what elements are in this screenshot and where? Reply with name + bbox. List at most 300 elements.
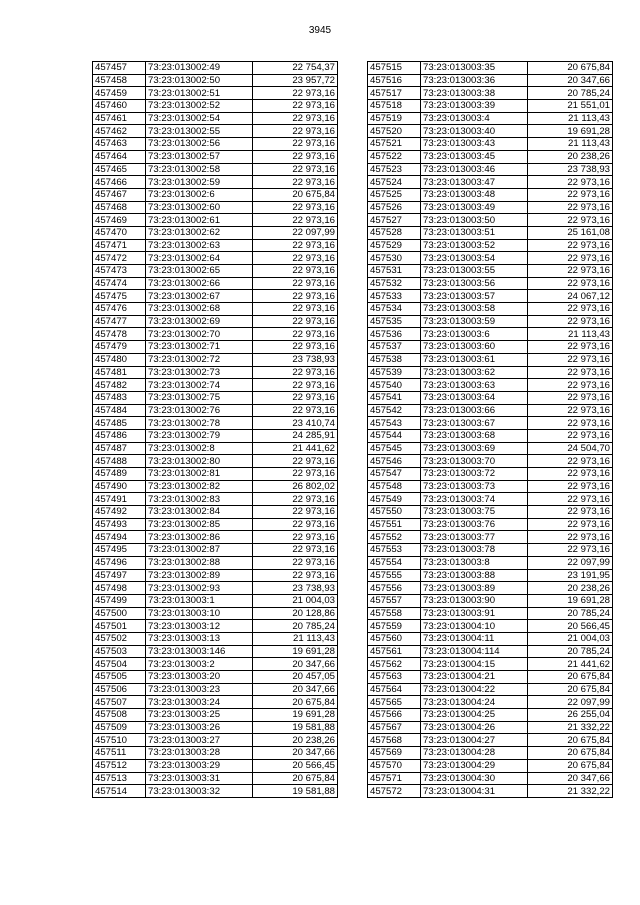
record-number-cell: 457484 <box>93 404 146 417</box>
record-number-cell: 457564 <box>368 683 421 696</box>
record-number-cell: 457536 <box>368 328 421 341</box>
table-row <box>93 379 338 392</box>
table-row <box>93 150 338 163</box>
cadastral-number-cell: 73:23:013003:63 <box>421 379 528 392</box>
table-row <box>368 493 613 506</box>
value-cell: 22 973,16 <box>528 379 613 392</box>
value-cell: 22 973,16 <box>528 506 613 519</box>
value-cell: 22 973,16 <box>253 125 338 138</box>
record-number-cell: 457572 <box>368 785 421 798</box>
page-number: 3945 <box>308 25 332 36</box>
value-cell: 21 004,03 <box>528 632 613 645</box>
value-cell: 22 097,99 <box>528 556 613 569</box>
cadastral-number-cell: 73:23:013002:50 <box>146 74 253 87</box>
record-number-cell: 457468 <box>93 201 146 214</box>
value-cell: 23 738,93 <box>253 353 338 366</box>
cadastral-number-cell: 73:23:013003:31 <box>146 772 253 785</box>
table-row <box>368 620 613 633</box>
table-row <box>93 176 338 189</box>
cadastral-number-cell: 73:23:013004:30 <box>421 772 528 785</box>
cadastral-number-cell: 73:23:013003:6 <box>421 328 528 341</box>
cadastral-number-cell: 73:23:013002:76 <box>146 404 253 417</box>
record-number-cell: 457459 <box>93 87 146 100</box>
record-number-cell: 457512 <box>93 759 146 772</box>
record-number-cell: 457476 <box>93 303 146 316</box>
cadastral-number-cell: 73:23:013002:8 <box>146 442 253 455</box>
cadastral-number-cell: 73:23:013003:59 <box>421 315 528 328</box>
record-number-cell: 457562 <box>368 658 421 671</box>
record-number-cell: 457473 <box>93 265 146 278</box>
record-number-cell: 457463 <box>93 138 146 151</box>
table-row <box>368 100 613 113</box>
value-cell: 22 973,16 <box>528 277 613 290</box>
cadastral-number-cell: 73:23:013003:32 <box>146 785 253 798</box>
record-number-cell: 457475 <box>93 290 146 303</box>
record-number-cell: 457559 <box>368 620 421 633</box>
record-number-cell: 457462 <box>93 125 146 138</box>
table-row <box>368 594 613 607</box>
value-cell: 20 675,84 <box>528 747 613 760</box>
record-number-cell: 457491 <box>93 493 146 506</box>
table-row <box>368 772 613 785</box>
record-number-cell: 457518 <box>368 100 421 113</box>
cadastral-number-cell: 73:23:013003:48 <box>421 188 528 201</box>
record-number-cell: 457522 <box>368 150 421 163</box>
value-cell: 20 675,84 <box>528 759 613 772</box>
record-number-cell: 457503 <box>93 645 146 658</box>
table-row <box>93 341 338 354</box>
value-cell: 22 973,16 <box>528 252 613 265</box>
table-row <box>368 74 613 87</box>
table-row <box>368 582 613 595</box>
record-number-cell: 457490 <box>93 480 146 493</box>
table-row <box>368 696 613 709</box>
cadastral-number-cell: 73:23:013003:64 <box>421 391 528 404</box>
value-cell: 23 738,93 <box>528 163 613 176</box>
record-number-cell: 457499 <box>93 594 146 607</box>
table-row <box>368 366 613 379</box>
table-row <box>368 480 613 493</box>
value-cell: 22 754,37 <box>253 62 338 75</box>
table-row <box>368 226 613 239</box>
cadastral-number-cell: 73:23:013002:59 <box>146 176 253 189</box>
cadastral-number-cell: 73:23:013002:86 <box>146 531 253 544</box>
value-cell: 20 347,66 <box>253 683 338 696</box>
cadastral-number-cell: 73:23:013003:40 <box>421 125 528 138</box>
record-number-cell: 457509 <box>93 721 146 734</box>
value-cell: 20 457,05 <box>253 671 338 684</box>
cadastral-number-cell: 73:23:013002:84 <box>146 506 253 519</box>
value-cell: 22 973,16 <box>253 100 338 113</box>
value-cell: 21 113,43 <box>528 328 613 341</box>
value-cell: 22 973,16 <box>528 391 613 404</box>
value-cell: 22 973,16 <box>528 353 613 366</box>
cadastral-number-cell: 73:23:013002:88 <box>146 556 253 569</box>
table-row <box>368 417 613 430</box>
value-cell: 22 973,16 <box>253 265 338 278</box>
record-number-cell: 457539 <box>368 366 421 379</box>
value-cell: 22 973,16 <box>528 518 613 531</box>
table-row <box>368 87 613 100</box>
record-number-cell: 457510 <box>93 734 146 747</box>
value-cell: 22 973,16 <box>253 556 338 569</box>
cadastral-number-cell: 73:23:013003:91 <box>421 607 528 620</box>
cadastral-number-cell: 73:23:013003:1 <box>146 594 253 607</box>
record-number-cell: 457500 <box>93 607 146 620</box>
record-number-cell: 457550 <box>368 506 421 519</box>
value-cell: 21 551,01 <box>528 100 613 113</box>
table-row <box>93 696 338 709</box>
cadastral-number-cell: 73:23:013002:80 <box>146 455 253 468</box>
value-cell: 20 675,84 <box>528 683 613 696</box>
value-cell: 22 973,16 <box>528 188 613 201</box>
table-row <box>368 265 613 278</box>
record-number-cell: 457461 <box>93 112 146 125</box>
value-cell: 21 113,43 <box>528 138 613 151</box>
table-row <box>368 747 613 760</box>
value-cell: 20 347,66 <box>253 747 338 760</box>
cadastral-number-cell: 73:23:013002:58 <box>146 163 253 176</box>
value-cell: 20 675,84 <box>528 734 613 747</box>
record-number-cell: 457555 <box>368 569 421 582</box>
cadastral-number-cell: 73:23:013003:72 <box>421 468 528 481</box>
value-cell: 22 973,16 <box>253 391 338 404</box>
value-cell: 22 973,16 <box>528 544 613 557</box>
table-row <box>368 150 613 163</box>
cadastral-number-cell: 73:23:013003:88 <box>421 569 528 582</box>
table-row <box>93 366 338 379</box>
value-cell: 22 973,16 <box>528 341 613 354</box>
record-number-cell: 457485 <box>93 417 146 430</box>
table-row <box>93 404 338 417</box>
value-cell: 22 973,16 <box>253 239 338 252</box>
value-cell: 19 581,88 <box>253 721 338 734</box>
record-number-cell: 457563 <box>368 671 421 684</box>
cadastral-number-cell: 73:23:013003:43 <box>421 138 528 151</box>
cadastral-number-cell: 73:23:013003:146 <box>146 645 253 658</box>
record-number-cell: 457501 <box>93 620 146 633</box>
record-number-cell: 457470 <box>93 226 146 239</box>
table-row <box>93 163 338 176</box>
table-row <box>368 163 613 176</box>
registry-table-left <box>92 61 338 798</box>
table-row <box>368 506 613 519</box>
table-row <box>93 544 338 557</box>
cadastral-number-cell: 73:23:013003:90 <box>421 594 528 607</box>
value-cell: 23 738,93 <box>253 582 338 595</box>
cadastral-number-cell: 73:23:013004:28 <box>421 747 528 760</box>
value-cell: 22 973,16 <box>528 265 613 278</box>
value-cell: 23 410,74 <box>253 417 338 430</box>
record-number-cell: 457521 <box>368 138 421 151</box>
value-cell: 20 238,26 <box>528 150 613 163</box>
value-cell: 20 128,86 <box>253 607 338 620</box>
record-number-cell: 457535 <box>368 315 421 328</box>
table-row <box>368 353 613 366</box>
value-cell: 22 973,16 <box>528 201 613 214</box>
cadastral-number-cell: 73:23:013003:27 <box>146 734 253 747</box>
record-number-cell: 457483 <box>93 391 146 404</box>
cadastral-number-cell: 73:23:013002:61 <box>146 214 253 227</box>
record-number-cell: 457524 <box>368 176 421 189</box>
table-row <box>93 658 338 671</box>
record-number-cell: 457520 <box>368 125 421 138</box>
table-row <box>368 785 613 798</box>
record-number-cell: 457519 <box>368 112 421 125</box>
cadastral-number-cell: 73:23:013003:61 <box>421 353 528 366</box>
cadastral-number-cell: 73:23:013003:55 <box>421 265 528 278</box>
table-row <box>93 569 338 582</box>
table-row <box>368 531 613 544</box>
table-row <box>368 683 613 696</box>
value-cell: 22 973,16 <box>253 328 338 341</box>
value-cell: 22 973,16 <box>528 303 613 316</box>
value-cell: 20 238,26 <box>528 582 613 595</box>
record-number-cell: 457465 <box>93 163 146 176</box>
value-cell: 22 973,16 <box>253 277 338 290</box>
value-cell: 21 113,43 <box>253 632 338 645</box>
table-row <box>93 315 338 328</box>
cadastral-number-cell: 73:23:013003:28 <box>146 747 253 760</box>
cadastral-number-cell: 73:23:013002:54 <box>146 112 253 125</box>
cadastral-number-cell: 73:23:013002:72 <box>146 353 253 366</box>
table-row <box>93 100 338 113</box>
record-number-cell: 457480 <box>93 353 146 366</box>
record-number-cell: 457488 <box>93 455 146 468</box>
cadastral-number-cell: 73:23:013003:68 <box>421 429 528 442</box>
value-cell: 22 973,16 <box>528 531 613 544</box>
cadastral-number-cell: 73:23:013003:70 <box>421 455 528 468</box>
cadastral-number-cell: 73:23:013002:75 <box>146 391 253 404</box>
record-number-cell: 457523 <box>368 163 421 176</box>
record-number-cell: 457498 <box>93 582 146 595</box>
table-row <box>93 556 338 569</box>
record-number-cell: 457514 <box>93 785 146 798</box>
cadastral-number-cell: 73:23:013002:89 <box>146 569 253 582</box>
table-row <box>368 62 613 75</box>
value-cell: 22 973,16 <box>528 176 613 189</box>
value-cell: 22 973,16 <box>528 315 613 328</box>
record-number-cell: 457493 <box>93 518 146 531</box>
table-row <box>93 468 338 481</box>
cadastral-number-cell: 73:23:013004:25 <box>421 709 528 722</box>
table-row <box>93 747 338 760</box>
cadastral-number-cell: 73:23:013004:31 <box>421 785 528 798</box>
table-row <box>93 290 338 303</box>
table-row <box>368 569 613 582</box>
record-number-cell: 457466 <box>93 176 146 189</box>
cadastral-number-cell: 73:23:013003:49 <box>421 201 528 214</box>
table-row <box>368 721 613 734</box>
record-number-cell: 457566 <box>368 709 421 722</box>
cadastral-number-cell: 73:23:013003:23 <box>146 683 253 696</box>
cadastral-number-cell: 73:23:013002:73 <box>146 366 253 379</box>
record-number-cell: 457560 <box>368 632 421 645</box>
table-row <box>93 785 338 798</box>
cadastral-number-cell: 73:23:013002:57 <box>146 150 253 163</box>
record-number-cell: 457528 <box>368 226 421 239</box>
value-cell: 22 973,16 <box>253 176 338 189</box>
table-row <box>368 468 613 481</box>
value-cell: 22 097,99 <box>528 696 613 709</box>
value-cell: 19 691,28 <box>253 645 338 658</box>
value-cell: 22 973,16 <box>253 112 338 125</box>
table-row <box>368 290 613 303</box>
value-cell: 22 973,16 <box>253 252 338 265</box>
cadastral-number-cell: 73:23:013003:75 <box>421 506 528 519</box>
table-row <box>368 201 613 214</box>
record-number-cell: 457565 <box>368 696 421 709</box>
table-row <box>368 125 613 138</box>
value-cell: 22 973,16 <box>528 455 613 468</box>
record-number-cell: 457513 <box>93 772 146 785</box>
table-row <box>93 480 338 493</box>
cadastral-number-cell: 73:23:013002:64 <box>146 252 253 265</box>
cadastral-number-cell: 73:23:013003:13 <box>146 632 253 645</box>
value-cell: 19 581,88 <box>253 785 338 798</box>
cadastral-number-cell: 73:23:013002:87 <box>146 544 253 557</box>
value-cell: 20 347,66 <box>528 74 613 87</box>
table-row <box>93 594 338 607</box>
table-row <box>368 544 613 557</box>
record-number-cell: 457482 <box>93 379 146 392</box>
cadastral-number-cell: 73:23:013003:45 <box>421 150 528 163</box>
record-number-cell: 457492 <box>93 506 146 519</box>
cadastral-number-cell: 73:23:013003:2 <box>146 658 253 671</box>
cadastral-number-cell: 73:23:013003:74 <box>421 493 528 506</box>
cadastral-number-cell: 73:23:013003:12 <box>146 620 253 633</box>
cadastral-number-cell: 73:23:013003:25 <box>146 709 253 722</box>
table-row <box>93 607 338 620</box>
table-row <box>93 772 338 785</box>
cadastral-number-cell: 73:23:013003:10 <box>146 607 253 620</box>
table-row <box>93 455 338 468</box>
value-cell: 22 973,16 <box>528 404 613 417</box>
record-number-cell: 457570 <box>368 759 421 772</box>
record-number-cell: 457472 <box>93 252 146 265</box>
value-cell: 22 973,16 <box>253 518 338 531</box>
cadastral-number-cell: 73:23:013002:69 <box>146 315 253 328</box>
value-cell: 22 973,16 <box>253 404 338 417</box>
table-row <box>93 506 338 519</box>
record-number-cell: 457561 <box>368 645 421 658</box>
cadastral-number-cell: 73:23:013003:60 <box>421 341 528 354</box>
cadastral-number-cell: 73:23:013003:24 <box>146 696 253 709</box>
value-cell: 22 973,16 <box>253 290 338 303</box>
value-cell: 20 675,84 <box>253 188 338 201</box>
cadastral-number-cell: 73:23:013003:50 <box>421 214 528 227</box>
cadastral-number-cell: 73:23:013004:27 <box>421 734 528 747</box>
record-number-cell: 457527 <box>368 214 421 227</box>
record-number-cell: 457543 <box>368 417 421 430</box>
table-row <box>93 201 338 214</box>
cadastral-number-cell: 73:23:013004:24 <box>421 696 528 709</box>
record-number-cell: 457567 <box>368 721 421 734</box>
table-row <box>93 632 338 645</box>
value-cell: 19 691,28 <box>253 709 338 722</box>
table-row <box>368 252 613 265</box>
table-row <box>93 226 338 239</box>
table-row <box>368 442 613 455</box>
cadastral-number-cell: 73:23:013003:29 <box>146 759 253 772</box>
table-row <box>93 277 338 290</box>
cadastral-number-cell: 73:23:013003:46 <box>421 163 528 176</box>
cadastral-number-cell: 73:23:013003:47 <box>421 176 528 189</box>
record-number-cell: 457568 <box>368 734 421 747</box>
cadastral-number-cell: 73:23:013002:81 <box>146 468 253 481</box>
cadastral-number-cell: 73:23:013002:68 <box>146 303 253 316</box>
table-row <box>93 417 338 430</box>
cadastral-number-cell: 73:23:013003:66 <box>421 404 528 417</box>
table-row <box>368 176 613 189</box>
record-number-cell: 457534 <box>368 303 421 316</box>
record-number-cell: 457460 <box>93 100 146 113</box>
table-row <box>93 74 338 87</box>
cadastral-number-cell: 73:23:013003:51 <box>421 226 528 239</box>
record-number-cell: 457517 <box>368 87 421 100</box>
cadastral-number-cell: 73:23:013004:114 <box>421 645 528 658</box>
cadastral-number-cell: 73:23:013002:71 <box>146 341 253 354</box>
record-number-cell: 457541 <box>368 391 421 404</box>
record-number-cell: 457533 <box>368 290 421 303</box>
cadastral-number-cell: 73:23:013003:76 <box>421 518 528 531</box>
record-number-cell: 457495 <box>93 544 146 557</box>
table-row <box>93 125 338 138</box>
cadastral-number-cell: 73:23:013004:29 <box>421 759 528 772</box>
cadastral-number-cell: 73:23:013004:11 <box>421 632 528 645</box>
table-row <box>93 582 338 595</box>
table-row <box>93 265 338 278</box>
table-row <box>93 671 338 684</box>
table-row <box>368 404 613 417</box>
cadastral-number-cell: 73:23:013003:26 <box>146 721 253 734</box>
table-row <box>93 112 338 125</box>
cadastral-number-cell: 73:23:013003:38 <box>421 87 528 100</box>
cadastral-number-cell: 73:23:013003:77 <box>421 531 528 544</box>
table-row <box>368 138 613 151</box>
record-number-cell: 457537 <box>368 341 421 354</box>
table-row <box>368 658 613 671</box>
cadastral-number-cell: 73:23:013002:56 <box>146 138 253 151</box>
cadastral-number-cell: 73:23:013003:8 <box>421 556 528 569</box>
registry-table-right <box>367 61 613 798</box>
value-cell: 21 441,62 <box>253 442 338 455</box>
value-cell: 20 347,66 <box>528 772 613 785</box>
table-row <box>93 188 338 201</box>
record-number-cell: 457467 <box>93 188 146 201</box>
record-number-cell: 457497 <box>93 569 146 582</box>
value-cell: 20 566,45 <box>253 759 338 772</box>
record-number-cell: 457531 <box>368 265 421 278</box>
record-number-cell: 457469 <box>93 214 146 227</box>
record-number-cell: 457554 <box>368 556 421 569</box>
record-number-cell: 457532 <box>368 277 421 290</box>
record-number-cell: 457464 <box>93 150 146 163</box>
value-cell: 21 332,22 <box>528 785 613 798</box>
value-cell: 19 691,28 <box>528 594 613 607</box>
record-number-cell: 457471 <box>93 239 146 252</box>
table-row <box>93 353 338 366</box>
value-cell: 21 441,62 <box>528 658 613 671</box>
table-row <box>93 518 338 531</box>
value-cell: 20 785,24 <box>528 607 613 620</box>
table-row <box>368 188 613 201</box>
record-number-cell: 457526 <box>368 201 421 214</box>
value-cell: 20 675,84 <box>253 696 338 709</box>
cadastral-number-cell: 73:23:013002:93 <box>146 582 253 595</box>
record-number-cell: 457477 <box>93 315 146 328</box>
table-row <box>93 252 338 265</box>
